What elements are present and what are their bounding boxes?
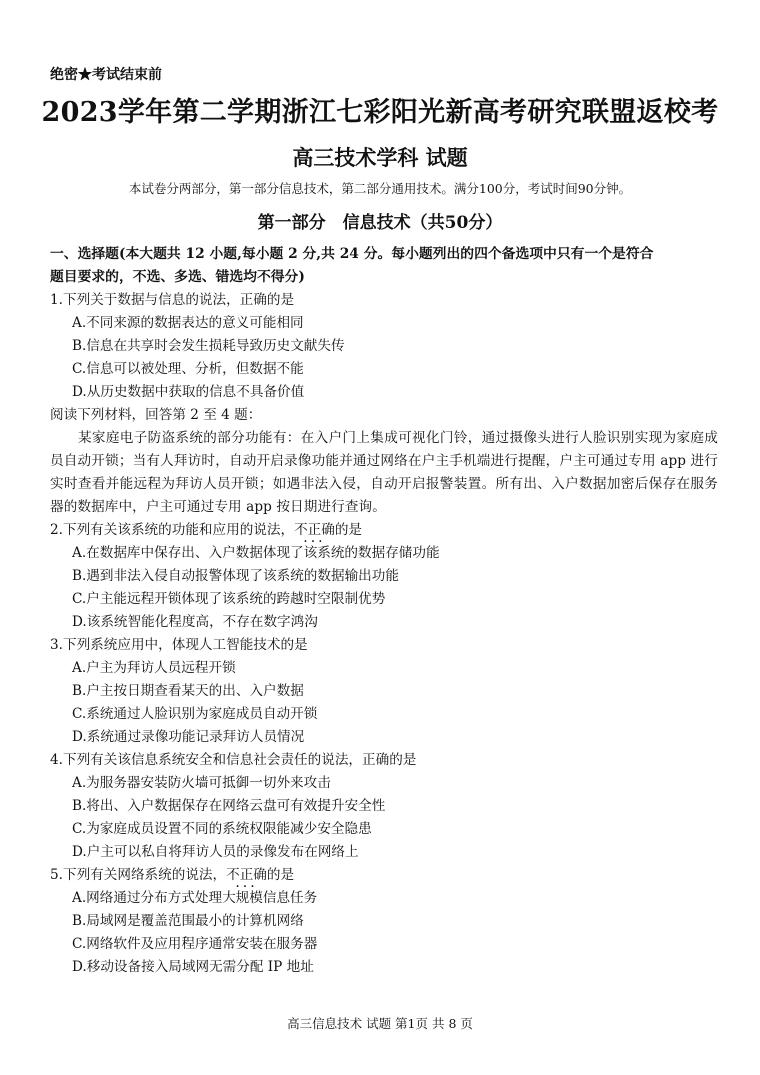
question-3 <box>50 634 718 749</box>
question-content <box>50 243 718 979</box>
section-heading-line-1: 一、选择题(本大题共 12 小题,每小题 2 分,共 24 分。每小题列出的四个备选项中只有一个是符合 <box>50 246 654 262</box>
exam-title: 2023学年第二学期浙江七彩阳光新高考研究联盟返校考 <box>41 97 719 128</box>
question-4 <box>50 749 718 864</box>
question-stem <box>50 519 718 542</box>
option-b: B.局域网是覆盖范围最小的计算机网络 <box>72 913 304 929</box>
option-c: C.户主能远程开锁体现了该系统的跨越时空限制优势 <box>72 591 386 607</box>
part-heading: 第一部分 信息技术（共50分） <box>257 213 503 233</box>
stem-text-end: 的是 <box>334 522 363 538</box>
question-stem <box>50 864 718 887</box>
option-d: D.移动设备接入局域网无需分配 IP 地址 <box>72 959 314 975</box>
exam-instructions: 本试卷分两部分，第一部分信息技术，第二部分通用技术。满分100分，考试时间90分钟。 <box>128 181 632 196</box>
option-a: A.在数据库中保存出、入户数据体现了该系统的数据存储功能 <box>72 545 440 561</box>
reading-material: 某家庭电子防盗系统的部分功能有：在入户门上集成可视化门铃，通过摄像头进行人脸识别实现为家庭成员自动开锁；当有人拜访时，自动开启录像功能并通过网络在户主手机端进行提醒，户主可通过专用 app 进行实时查看并能远程为拜访人员开锁；如遇非法入侵，自动开启报警装置。所有出、入户数据加密后保存在服务器的数据库中，户主可通过专用 app 按日期进行查询。 <box>50 430 718 515</box>
question-2 <box>50 519 718 634</box>
page-footer: 高三信息技术 试题 第1页 共 8 页 <box>287 1016 473 1031</box>
emphasis-not-correct: 不正确 ··· <box>294 522 335 538</box>
emphasis-not-correct: 不正确 ··· <box>226 867 267 883</box>
option-d: D.系统通过录像功能记录拜访人员情况 <box>72 729 305 745</box>
option-a: A.为服务器安装防火墙可抵御一切外来攻击 <box>72 775 331 791</box>
option-b: B.遇到非法入侵自动报警体现了该系统的数据输出功能 <box>72 568 399 584</box>
question-stem: 4.下列有关该信息系统安全和信息社会责任的说法，正确的是 <box>50 752 417 768</box>
option-d: D.户主可以私自将拜访人员的录像发布在网络上 <box>72 844 359 860</box>
section-heading <box>50 243 718 289</box>
option-a: A.网络通过分布方式处理大规模信息任务 <box>72 890 318 906</box>
material-intro: 阅读下列材料，回答第 2 至 4 题： <box>50 407 262 423</box>
option-b: B.信息在共享时会发生损耗导致历史文献失传 <box>72 338 345 354</box>
exam-subtitle: 高三技术学科 试题 <box>292 146 468 170</box>
question-5 <box>50 864 718 979</box>
stem-text-end: 的是 <box>266 867 295 883</box>
option-b: B.将出、入户数据保存在网络云盘可有效提升安全性 <box>72 798 386 814</box>
option-c: C.信息可以被处理、分析，但数据不能 <box>72 361 304 377</box>
option-a: A.不同来源的数据表达的意义可能相同 <box>72 315 304 331</box>
stem-text: 5.下列有关网络系统的说法， <box>50 867 227 883</box>
question-1 <box>50 289 718 404</box>
confidential-mark: 绝密★考试结束前 <box>50 67 162 83</box>
stem-text: 2.下列有关该系统的功能和应用的说法， <box>50 522 295 538</box>
option-b: B.户主按日期查看某天的出、入户数据 <box>72 683 304 699</box>
section-heading-line-2: 题目要求的，不选、多选、错选均不得分) <box>50 269 305 285</box>
question-stem: 3.下列系统应用中，体现人工智能技术的是 <box>50 637 308 653</box>
option-d: D.从历史数据中获取的信息不具备价值 <box>72 384 305 400</box>
option-c: C.系统通过人脸识别为家庭成员自动开锁 <box>72 706 318 722</box>
option-c: C.为家庭成员设置不同的系统权限能减少安全隐患 <box>72 821 372 837</box>
question-stem: 1.下列关于数据与信息的说法，正确的是 <box>50 292 295 308</box>
option-a: A.户主为拜访人员远程开锁 <box>72 660 236 676</box>
option-d: D.该系统智能化程度高，不存在数字鸿沟 <box>72 614 318 630</box>
option-c: C.网络软件及应用程序通常安装在服务器 <box>72 936 318 952</box>
